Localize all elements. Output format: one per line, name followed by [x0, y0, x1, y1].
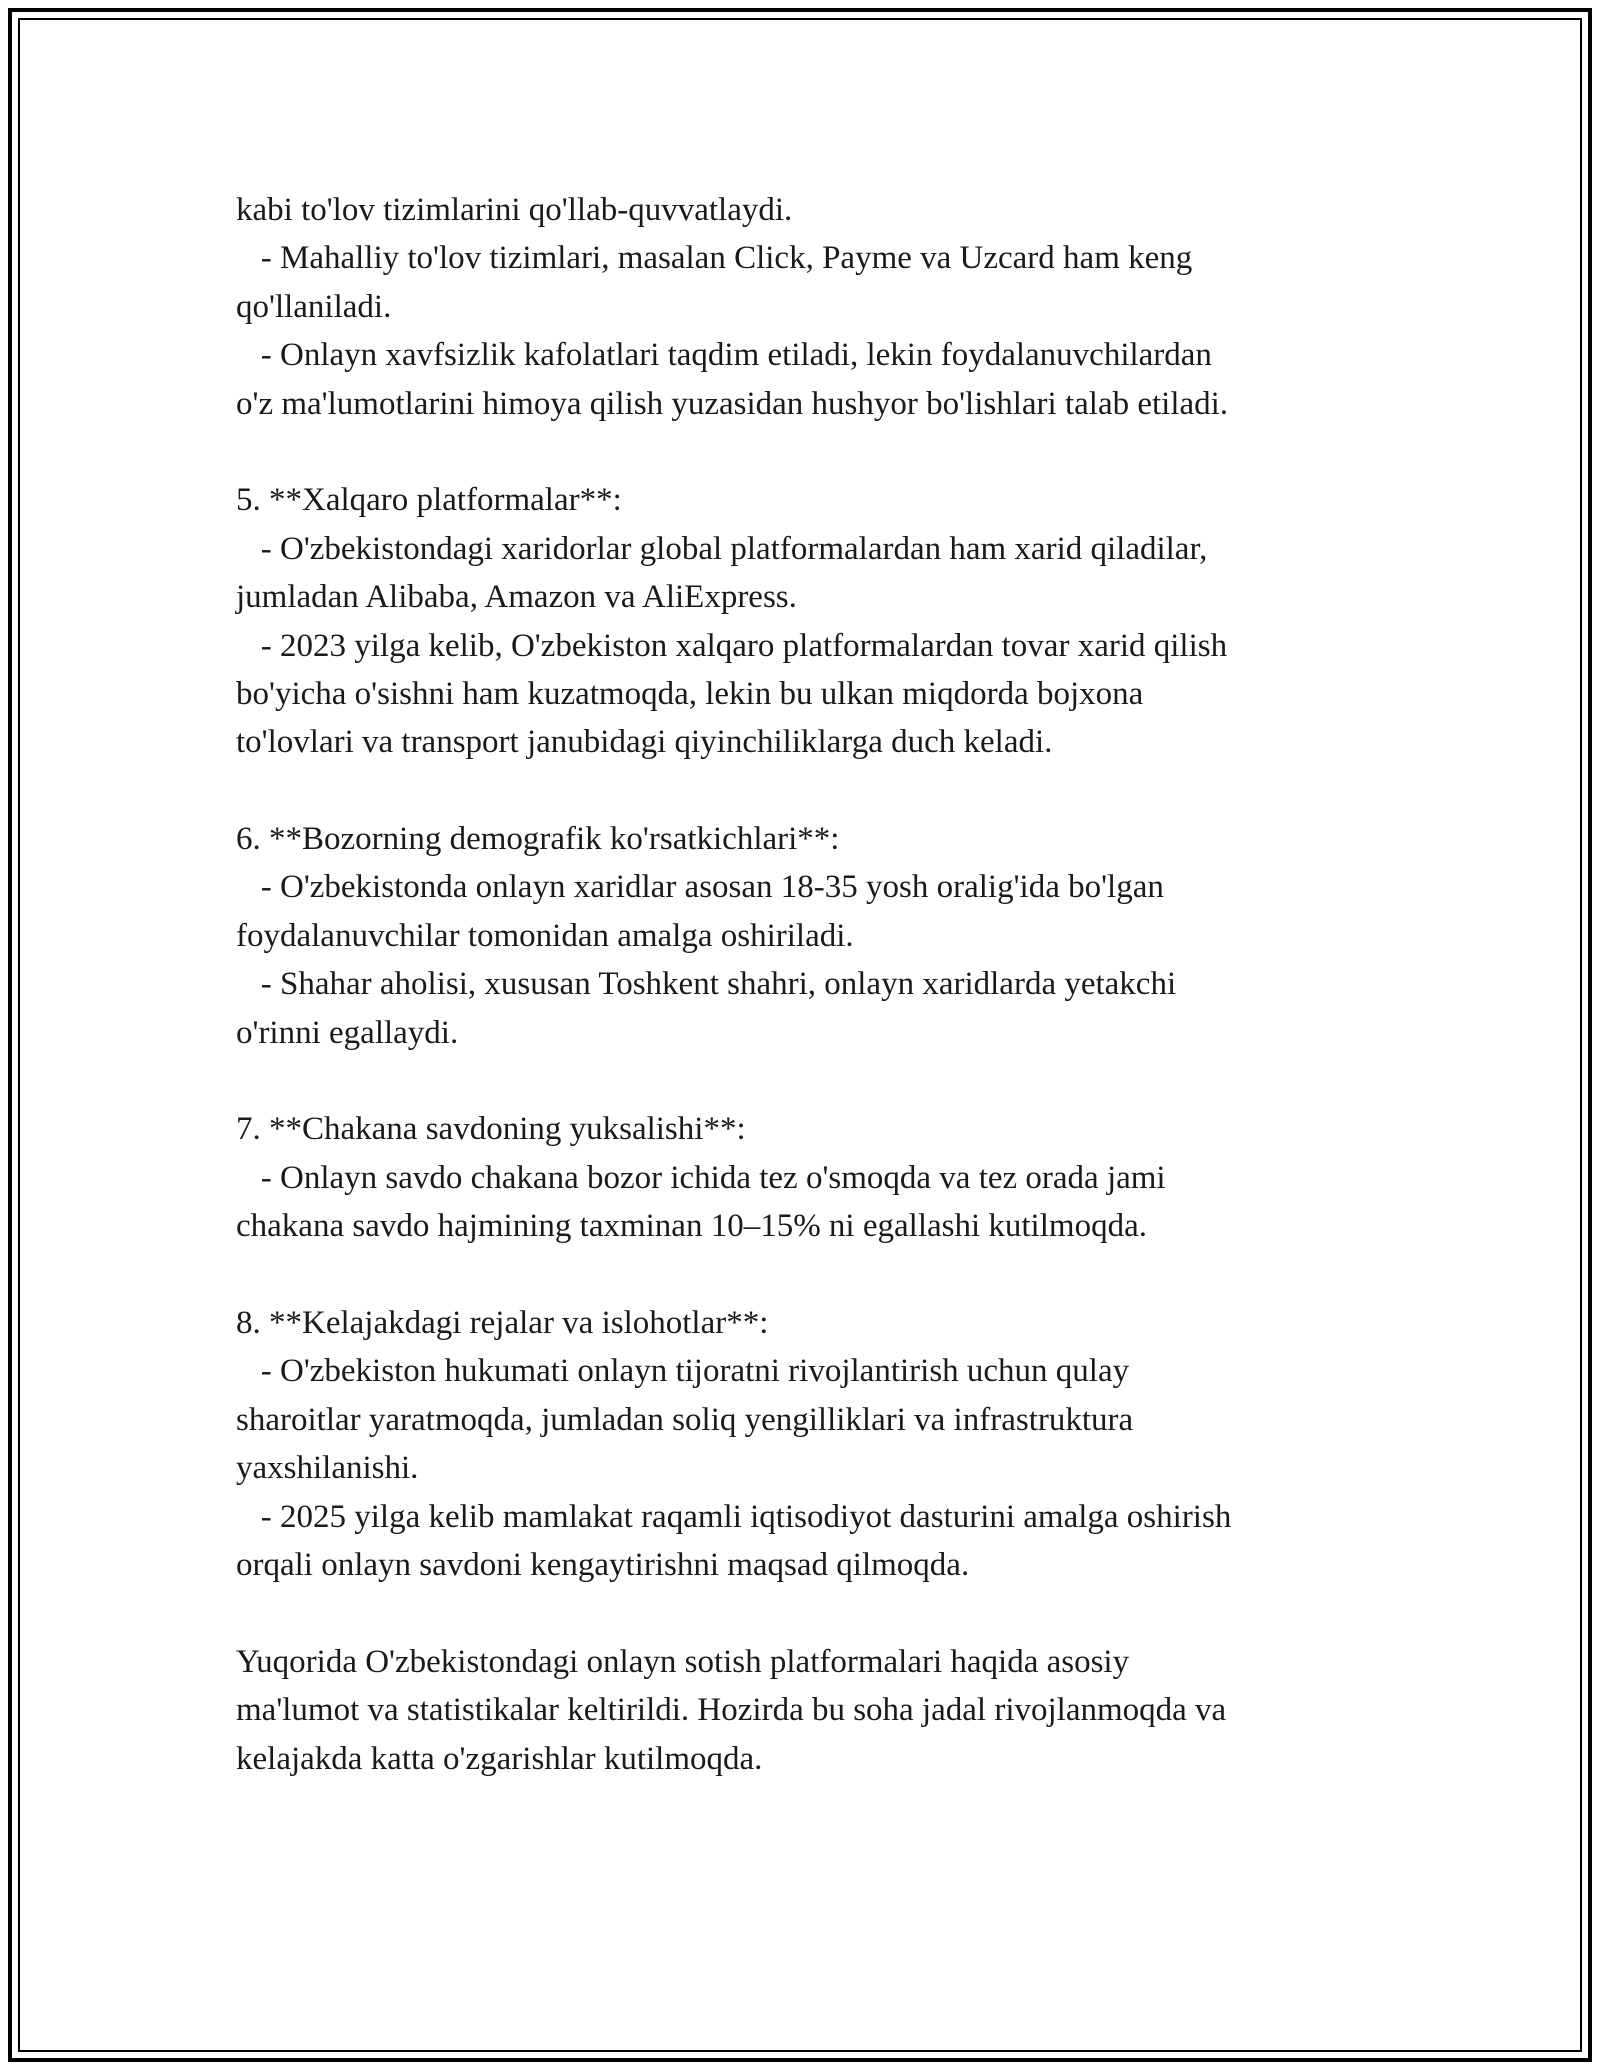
summary-line: kelajakda katta o'zgarishlar kutilmoqda.: [236, 1740, 763, 1777]
paragraph-gap: [236, 1057, 1376, 1105]
paragraph-gap: [236, 1589, 1376, 1637]
text-line: - O'zbekiston hukumati onlayn tijoratni rivojlantirish uchun qulay: [236, 1353, 1130, 1390]
section-heading-7: 7. **Chakana savdoning yuksalishi**:: [236, 1111, 746, 1148]
section-heading-6: 6. **Bozorning demografik ko'rsatkichlari**:: [236, 821, 840, 858]
text-line: to'lovlari va transport janubidagi qiyinchiliklarga duch keladi.: [236, 724, 1053, 761]
text-line: bo'yicha o'sishni ham kuzatmoqda, lekin bu ulkan miqdorda bojxona: [236, 675, 1144, 712]
text-line: - Shahar aholisi, xususan Toshkent shahri, onlayn xaridlarda yetakchi: [236, 966, 1177, 1003]
text-line: o'rinni egallaydi.: [236, 1014, 459, 1051]
text-line: - Onlayn savdo chakana bozor ichida tez o'smoqda va tez orada jami: [236, 1159, 1166, 1196]
text-line: - 2025 yilga kelib mamlakat raqamli iqtisodiyot dasturini amalga oshirish: [236, 1498, 1232, 1535]
text-line: - 2023 yilga kelib, O'zbekiston xalqaro platformalardan tovar xarid qilish: [236, 627, 1228, 664]
paragraph-gap: [236, 428, 1376, 476]
section-heading-5: 5. **Xalqaro platformalar**:: [236, 482, 622, 519]
text-line: - Onlayn xavfsizlik kafolatlari taqdim etiladi, lekin foydalanuvchilardan: [236, 337, 1212, 374]
text-line: - O'zbekistondagi xaridorlar global platformalardan ham xarid qiladilar,: [236, 530, 1208, 567]
text-line: o'z ma'lumotlarini himoya qilish yuzasidan hushyor bo'lishlari talab etiladi.: [236, 385, 1229, 422]
text-line: - O'zbekistonda onlayn xaridlar asosan 18-35 yosh oralig'ida bo'lgan: [236, 869, 1164, 906]
text-line: foydalanuvchilar tomonidan amalga oshiriladi.: [236, 917, 854, 954]
text-line: orqali onlayn savdoni kengaytirishni maqsad qilmoqda.: [236, 1546, 970, 1583]
paragraph-gap: [236, 767, 1376, 815]
document-body: [236, 186, 1376, 1783]
summary-line: Yuqorida O'zbekistondagi onlayn sotish platformalari haqida asosiy: [236, 1643, 1130, 1680]
section-heading-8: 8. **Kelajakdagi rejalar va islohotlar**:: [236, 1304, 769, 1341]
text-line: - Mahalliy to'lov tizimlari, masalan Click, Payme va Uzcard ham keng: [236, 240, 1193, 277]
text-line: yaxshilanishi.: [236, 1450, 419, 1487]
text-line: kabi to'lov tizimlarini qo'llab-quvvatlaydi.: [236, 192, 793, 228]
text-line: qo'llaniladi.: [236, 288, 392, 325]
text-line: chakana savdo hajmining taxminan 10–15% ni egallashi kutilmoqda.: [236, 1208, 1147, 1245]
text-line: sharoitlar yaratmoqda, jumladan soliq yengilliklari va infrastruktura: [236, 1401, 1134, 1438]
summary-line: ma'lumot va statistikalar keltirildi. Hozirda bu soha jadal rivojlanmoqda va: [236, 1692, 1227, 1729]
paragraph-gap: [236, 1251, 1376, 1299]
text-line: jumladan Alibaba, Amazon va AliExpress.: [236, 579, 797, 616]
